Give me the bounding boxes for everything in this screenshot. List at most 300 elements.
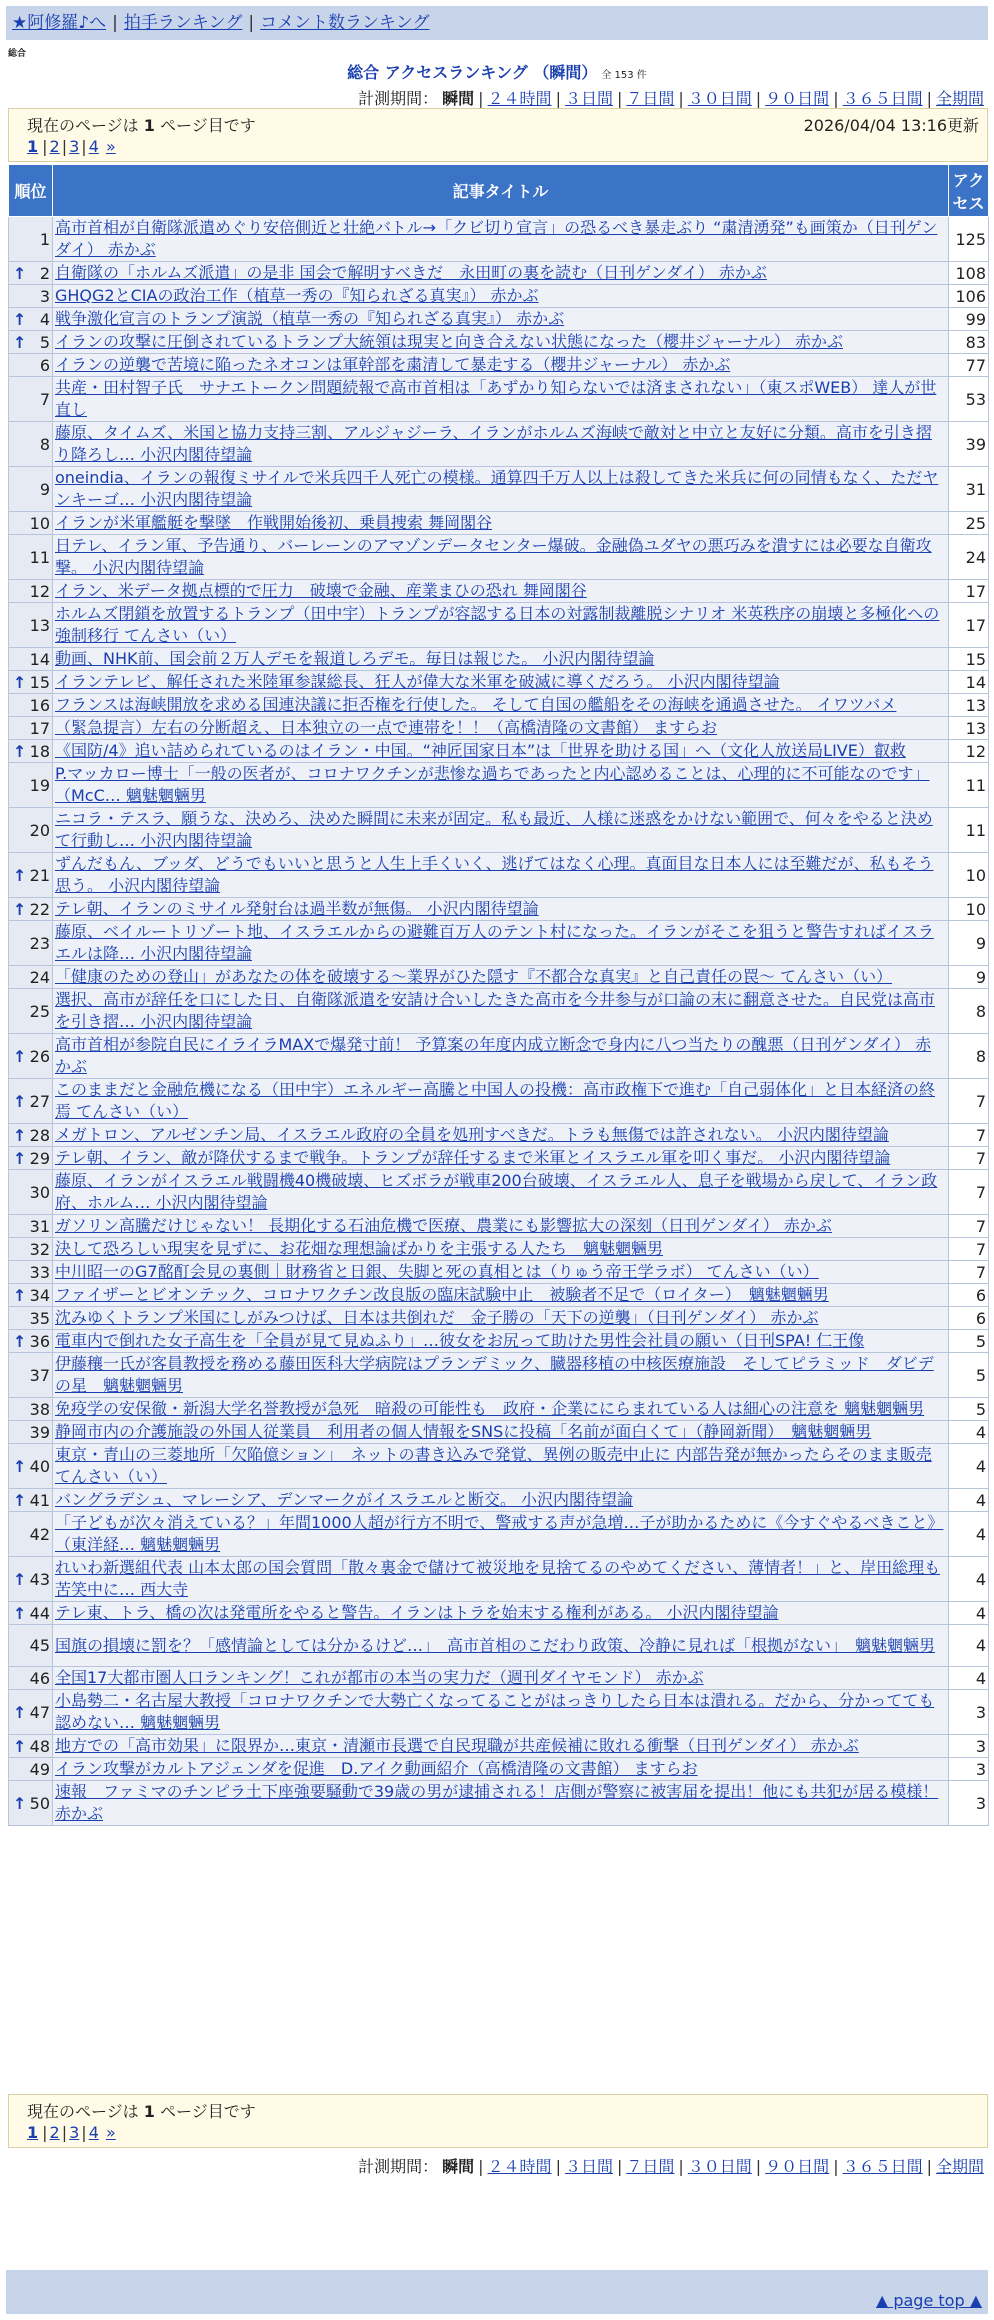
nav-separator: |: [248, 13, 255, 33]
rank-up-arrow-icon: ↑: [13, 672, 27, 692]
rank-cell: [9, 308, 53, 331]
clap-ranking-link[interactable]: 拍手ランキング: [123, 13, 243, 33]
article-title-link[interactable]: メガトロン、アルゼンチン局、イスラエル政府の全員を処刑すべきだ。トラも無傷では許されない。 小沢内閣待望論: [55, 1125, 889, 1144]
title-cell: [53, 331, 949, 354]
period-365d-link[interactable]: ３６５日間: [842, 89, 923, 108]
rank-cell: [9, 331, 53, 354]
article-title-link[interactable]: フランスは海峡開放を求める国連決議に拒否権を行使した。 そして自国の艦船をその海峡を通過させた。 イワツバメ: [55, 695, 897, 714]
rank-cell: [9, 648, 53, 671]
rank-cell: [9, 377, 53, 422]
category-tag: 総合: [8, 49, 27, 59]
article-title-link[interactable]: イラン、米データ拠点標的で圧力 破壊で金融、産業まひの恐れ 舞岡閣谷: [55, 581, 587, 600]
title-cell: [53, 1602, 949, 1625]
article-title-link[interactable]: 電車内で倒れた女子高生を「全員が見て見ぬふり」…彼女をお尻って助けた男性会社員の願い（日刊SPA! 仁王像: [55, 1331, 865, 1350]
rank-cell: [9, 285, 53, 308]
period-90d-link[interactable]: ９０日間: [765, 89, 830, 108]
title-cell: [53, 354, 949, 377]
rank-number: 17: [29, 718, 50, 738]
rank-cell: [9, 535, 53, 580]
title-cell: [53, 1625, 949, 1667]
rank-cell: [9, 808, 53, 853]
title-cell: [53, 1261, 949, 1284]
home-link[interactable]: ★阿修羅♪へ: [12, 13, 107, 33]
table-row: [9, 1758, 989, 1781]
article-title-link[interactable]: このままだと金融危機になる（田中宇）エネルギー高騰と中国人の投機：高市政権下で進む「自己弱体化」と日本経済の終焉 てんさい（い）: [55, 1080, 936, 1121]
article-title-link[interactable]: P.マッカロー博士「一般の医者が、コロナワクチンが悲惨な過ちであったと内心認めることは、心理的に不可能なのです」（McC… 魑魅魍魎男: [55, 764, 930, 805]
access-count: 39: [949, 422, 989, 467]
table-row: [9, 1034, 989, 1079]
rank-number: 25: [29, 1001, 50, 1021]
page-1-link[interactable]: 1: [27, 2123, 39, 2142]
access-count: 24: [949, 535, 989, 580]
title-cell: [53, 1079, 949, 1124]
article-title-link[interactable]: 速報 ファミマのチンピラ土下座強要騒動で39歳の男が逮捕される！店側が警察に被害届を提出！他にも共犯が居る模様！ 赤かぶ: [55, 1782, 939, 1823]
access-count: 125: [949, 217, 989, 262]
page-4-link[interactable]: 4: [88, 137, 99, 156]
rank-cell: [9, 422, 53, 467]
rank-up-arrow-icon: ↑: [13, 1793, 27, 1813]
ranking-title-row: [0, 60, 994, 83]
access-count: 7: [949, 1261, 989, 1284]
table-row: [9, 1170, 989, 1215]
rank-cell: [9, 1261, 53, 1284]
table-row: [9, 1667, 989, 1690]
access-count: 10: [949, 853, 989, 898]
title-cell: [53, 1758, 949, 1781]
total-count: 全 153 件: [601, 70, 647, 81]
article-title-link[interactable]: 「子どもが次々消えている？」年間1000人超が行方不明で、警戒する声が急増…子が助かるために《今すぐやるべきこと》（東洋経… 魑魅魍魎男: [55, 1513, 944, 1554]
title-cell: [53, 1330, 949, 1353]
access-count: 17: [949, 603, 989, 648]
table-row: [9, 1444, 989, 1489]
table-row: [9, 1284, 989, 1307]
title-cell: [53, 1690, 949, 1735]
table-row: [9, 1124, 989, 1147]
period-current: 瞬間: [442, 2157, 475, 2176]
table-row: [9, 966, 989, 989]
rank-number: 12: [29, 581, 50, 601]
period-all-link[interactable]: 全期間: [935, 2157, 984, 2176]
article-title-link[interactable]: GHQG2とCIAの政治工作（植草一秀の『知られざる真実』） 赤かぶ: [55, 286, 539, 305]
page-3-link[interactable]: 3: [69, 2123, 80, 2142]
access-count: 8: [949, 1034, 989, 1079]
period-7d-link[interactable]: ７日間: [626, 89, 675, 108]
rank-up-arrow-icon: ↑: [13, 1331, 27, 1351]
pager-bottom: 1 | 2 | 3 | 4 »: [27, 2123, 116, 2142]
rank-cell: [9, 671, 53, 694]
title-cell: [53, 648, 949, 671]
rank-up-arrow-icon: ↑: [13, 1456, 27, 1476]
article-title-link[interactable]: 免疫学の安保徹・新潟大学名誉教授が急死 暗殺の可能性も 政府・企業ににらまれている人は細心の注意を 魑魅魍魎男: [55, 1399, 925, 1418]
access-count: 13: [949, 717, 989, 740]
access-count: 17: [949, 580, 989, 603]
table-row: [9, 1261, 989, 1284]
article-title-link[interactable]: テレ東、トラ、橋の次は発電所をやると警告。イランはトラを始末する権利がある。 小沢内閣待望論: [55, 1603, 779, 1622]
article-title-link[interactable]: バングラデシュ、マレーシア、デンマークがイスラエルと断交。 小沢内閣待望論: [55, 1490, 634, 1509]
rank-number: 7: [39, 389, 50, 409]
title-cell: [53, 1215, 949, 1238]
article-title-link[interactable]: 藤原、イランがイスラエル戦闘機40機破壊、ヒズボラが戦車200台破壊、イスラエル人、息子を戦場から戻して、イラン政府、ホルム… 小沢内閣待望論: [55, 1171, 938, 1212]
period-30d-link[interactable]: ３０日間: [687, 2157, 752, 2176]
page-2-link[interactable]: 2: [49, 137, 60, 156]
table-row: [9, 603, 989, 648]
rank-number: 32: [29, 1239, 50, 1259]
rank-up-arrow-icon: ↑: [13, 332, 27, 352]
article-title-link[interactable]: 選択、高市が辞任を口にした日、自衛隊派遣を安請け合いしたきた高市を今井参与が口論の末に翻意させた。自民党は高市を引き摺… 小沢内閣待望論: [55, 990, 936, 1031]
access-count: 108: [949, 262, 989, 285]
access-count: 14: [949, 671, 989, 694]
rank-cell: [9, 1284, 53, 1307]
article-title-link[interactable]: oneindia、イランの報復ミサイルで米兵四千人死亡の模様。通算四千万人以上は殺してきた米兵に何の同情もなく、ただヤンキーゴ… 小沢内閣待望論: [55, 468, 939, 509]
title-cell: [53, 1238, 949, 1261]
article-title-link[interactable]: ファイザーとビオンテック、コロナワクチン改良版の臨床試験中止 被験者不足で（ロイター） 魑魅魍魎男: [55, 1285, 829, 1304]
rank-cell: [9, 1215, 53, 1238]
table-row: [9, 1625, 989, 1667]
rank-cell: [9, 217, 53, 262]
rank-number: 22: [29, 899, 50, 919]
article-title-link[interactable]: 高市首相が参院自民にイライラMAXで爆発寸前！ 予算案の年度内成立断念で身内に八つ当たりの醜悪（日刊ゲンダイ） 赤かぶ: [55, 1035, 932, 1076]
article-title-link[interactable]: ニコラ・テスラ、願うな、決めろ、決めた瞬間に未来が固定。私も最近、人様に迷惑をかけない範囲で、何々をやると決めて行動し… 小沢内閣待望論: [55, 809, 933, 850]
rank-cell: [9, 262, 53, 285]
title-cell: [53, 580, 949, 603]
rank-up-arrow-icon: ↑: [13, 1125, 27, 1145]
title-cell: [53, 262, 949, 285]
rank-number: 49: [29, 1759, 50, 1779]
title-cell: [53, 1307, 949, 1330]
article-title-link[interactable]: 日テレ、イラン軍、予告通り、バーレーンのアマゾンデータセンター爆破。金融偽ユダヤの悪巧みを潰すには必要な自衛攻撃。 小沢内閣待望論: [55, 536, 932, 577]
rank-up-arrow-icon: ↑: [13, 741, 27, 761]
title-cell: [53, 808, 949, 853]
comment-ranking-link[interactable]: コメント数ランキング: [260, 13, 430, 33]
rank-cell: [9, 354, 53, 377]
title-cell: [53, 308, 949, 331]
article-title-link[interactable]: 東京・青山の三菱地所「欠陥億ション」 ネットの書き込みで発覚、異例の販売中止に 内部告発が無かったらそのまま販売 てんさい（い）: [55, 1445, 932, 1486]
article-title-link[interactable]: 全国17大都市圏人口ランキング！これが都市の本当の実力だ（週刊ダイヤモンド） 赤かぶ: [55, 1668, 704, 1687]
title-cell: [53, 377, 949, 422]
article-title-link[interactable]: 小島勢二・名古屋大教授「コロナワクチンで大勢亡くなってることがはっきりしたら日本は潰れる。だから、分かってても認めない… 魑魅魍魎男: [55, 1691, 935, 1732]
title-cell: [53, 740, 949, 763]
table-row: [9, 763, 989, 808]
rank-cell: [9, 1557, 53, 1602]
rank-cell: [9, 1625, 53, 1667]
rank-cell: [9, 1170, 53, 1215]
access-count: 11: [949, 763, 989, 808]
rank-number: 48: [29, 1736, 50, 1756]
rank-up-arrow-icon: ↑: [13, 1736, 27, 1756]
rank-cell: [9, 512, 53, 535]
period-24h-link[interactable]: ２４時間: [487, 2157, 552, 2176]
rank-cell: [9, 1489, 53, 1512]
rank-up-arrow-icon: ↑: [13, 1569, 27, 1589]
access-count: 4: [949, 1444, 989, 1489]
table-row: [9, 740, 989, 763]
table-row: [9, 1602, 989, 1625]
title-cell: [53, 217, 949, 262]
pager-top: 1 | 2 | 3 | 4 »: [27, 137, 116, 156]
period-7d-link[interactable]: ７日間: [626, 2157, 675, 2176]
access-header: アクセス: [949, 165, 989, 217]
article-title-link[interactable]: イランテレビ、解任された米陸軍参謀総長、狂人が偉大な米軍を破滅に導くだろう。 小沢内閣待望論: [55, 672, 780, 691]
rank-cell: [9, 1690, 53, 1735]
title-cell: [53, 1444, 949, 1489]
rank-cell: [9, 1667, 53, 1690]
rank-cell: [9, 1147, 53, 1170]
table-row: [9, 648, 989, 671]
rank-number: 45: [29, 1636, 50, 1655]
table-row: [9, 717, 989, 740]
article-title-link[interactable]: 戦争激化宣言のトランプ演説（植草一秀の『知られざる真実』） 赤かぶ: [55, 309, 565, 328]
rank-number: 10: [29, 513, 50, 533]
access-count: 15: [949, 648, 989, 671]
article-title-link[interactable]: 藤原、ベイルートリゾート地、イスラエルからの避難百万人のテント村になった。イランがそこを狙うと警告すればイスラエルは降… 小沢内閣待望論: [55, 922, 934, 963]
article-title-link[interactable]: 動画、NHK前、国会前２万人デモを報道しろデモ。毎日は報じた。 小沢内閣待望論: [55, 649, 655, 668]
rank-cell: [9, 1330, 53, 1353]
article-title-link[interactable]: れいわ新選組代表 山本太郎の国会質問「散々裏金で儲けて被災地を見捨てるのやめてください、薄情者！」と、岸田総理も苦笑中に… 西大寺: [55, 1558, 941, 1599]
rank-number: 28: [29, 1125, 50, 1145]
rank-cell: [9, 763, 53, 808]
page-top-link[interactable]: ▲ page top ▲: [875, 2291, 982, 2310]
page-2-link[interactable]: 2: [49, 2123, 60, 2142]
title-cell: [53, 512, 949, 535]
rank-number: 41: [29, 1490, 50, 1510]
article-title-link[interactable]: 共産・田村智子氏 サナエトークン問題続報で高市首相は「あずかり知らないでは済まされない」（東スポWEB） 達人が世直し: [55, 378, 937, 419]
access-count: 4: [949, 1512, 989, 1557]
rank-number: 34: [29, 1285, 50, 1305]
rank-up-arrow-icon: ↑: [13, 1046, 27, 1066]
rank-cell: [9, 898, 53, 921]
rank-up-arrow-icon: ↑: [13, 1603, 27, 1623]
article-title-link[interactable]: イラン攻撃がカルトアジェンダを促進 D.アイク動画紹介（高橋清隆の文書館） ますらお: [55, 1759, 698, 1778]
access-count: 53: [949, 377, 989, 422]
next-page-link[interactable]: »: [105, 2123, 116, 2142]
rank-cell: [9, 603, 53, 648]
title-cell: [53, 717, 949, 740]
article-title-link[interactable]: （緊急提言）左右の分断超え、日本独立の一点で連帯を！！（高橋清隆の文書館） ますらお: [55, 718, 718, 737]
rank-cell: [9, 1602, 53, 1625]
article-title-link[interactable]: イランの攻撃に圧倒されているトランプ大統領は現実と向き合えない状態になった（櫻井ジャーナル） 赤かぶ: [55, 332, 843, 351]
table-row: [9, 285, 989, 308]
rank-cell: [9, 467, 53, 512]
rank-header: 順位: [9, 165, 53, 217]
period-all-link[interactable]: 全期間: [935, 89, 984, 108]
table-row: [9, 1781, 989, 1826]
ranking-table: [8, 164, 989, 1826]
page-1-link[interactable]: 1: [27, 137, 39, 156]
rank-number: 33: [29, 1262, 50, 1282]
article-title-link[interactable]: ずんだもん、ブッダ、どうでもいいと思うと人生上手くいく、逃げてはなく心理。真面目な日本人には至難だが、私もそう思う。 小沢内閣待望論: [55, 854, 934, 895]
page-3-link[interactable]: 3: [69, 137, 80, 156]
period-selector-bottom: 計測期間： 瞬間 | ２４時間 | ３日間 | ７日間 | ３０日間 | ９０日間 | ３６５日間 | 全期間: [358, 2157, 984, 2176]
rank-cell: [9, 717, 53, 740]
page-info-box-bottom: [8, 2094, 988, 2148]
period-30d-link[interactable]: ３０日間: [687, 89, 752, 108]
access-count: 4: [949, 1489, 989, 1512]
rank-number: 9: [39, 479, 50, 499]
table-row: [9, 422, 989, 467]
table-row: [9, 1557, 989, 1602]
article-title-link[interactable]: イランの逆襲で苦境に陥ったネオコンは軍幹部を粛清して暴走する（櫻井ジャーナル） 赤かぶ: [55, 355, 731, 374]
rank-number: 37: [29, 1365, 50, 1385]
rank-number: 27: [29, 1091, 50, 1111]
article-title-link[interactable]: 静岡市内の介護施設の外国人従業員 利用者の個人情報をSNSに投稿「名前が面白くて」（静岡新聞） 魑魅魍魎男: [55, 1422, 872, 1441]
rank-cell: [9, 921, 53, 966]
table-row: [9, 1238, 989, 1261]
rank-cell: [9, 1444, 53, 1489]
rank-cell: [9, 1398, 53, 1421]
title-cell: [53, 1353, 949, 1398]
access-count: 4: [949, 1421, 989, 1444]
title-cell: [53, 1398, 949, 1421]
rank-number: 44: [29, 1603, 50, 1623]
table-row: [9, 1353, 989, 1398]
rank-number: 24: [29, 967, 50, 987]
rank-cell: [9, 1758, 53, 1781]
period-3d-link[interactable]: ３日間: [564, 2157, 613, 2176]
rank-number: 2: [39, 263, 50, 283]
access-count: 25: [949, 512, 989, 535]
table-row: [9, 853, 989, 898]
article-title-link[interactable]: 地方での「高市効果」に限界か…東京・清瀬市長選で自民現職が共産候補に敗れる衝撃（日刊ゲンダイ） 赤かぶ: [55, 1736, 859, 1755]
rank-number: 11: [29, 547, 50, 567]
article-title-link[interactable]: 「健康のための登山」があなたの体を破壊する〜業界がひた隠す『不都合な真実』と自己責任の罠〜 てんさい（い）: [55, 967, 893, 986]
table-row: [9, 921, 989, 966]
access-count: 11: [949, 808, 989, 853]
rank-cell: [9, 1353, 53, 1398]
access-count: 77: [949, 354, 989, 377]
article-title-link[interactable]: 自衛隊の「ホルムズ派遣」の是非 国会で解明すべきだ 永田町の裏を読む（日刊ゲンダイ） 赤かぶ: [55, 263, 767, 282]
table-row: [9, 1421, 989, 1444]
rank-up-arrow-icon: ↑: [13, 1702, 27, 1722]
rank-number: 13: [29, 615, 50, 635]
rank-up-arrow-icon: ↑: [13, 309, 27, 329]
table-row: [9, 512, 989, 535]
nav-separator: |: [112, 13, 118, 33]
rank-number: 26: [29, 1046, 50, 1066]
title-cell: [53, 1421, 949, 1444]
rank-number: 16: [29, 695, 50, 715]
table-row: [9, 989, 989, 1034]
rank-number: 47: [29, 1702, 50, 1722]
title-cell: [53, 1124, 949, 1147]
article-title-link[interactable]: イランが米軍艦艇を撃墜 作戦開始後初、乗員捜索 舞岡閣谷: [55, 513, 493, 532]
table-row: [9, 580, 989, 603]
access-count: 7: [949, 1124, 989, 1147]
page-4-link[interactable]: 4: [88, 2123, 99, 2142]
table-row: [9, 377, 989, 422]
rank-number: 30: [29, 1182, 50, 1202]
rank-number: 19: [29, 775, 50, 795]
rank-up-arrow-icon: ↑: [13, 263, 27, 283]
access-count: 4: [949, 1557, 989, 1602]
rank-up-arrow-icon: ↑: [13, 1148, 27, 1168]
table-row: [9, 898, 989, 921]
article-title-link[interactable]: 決して恐ろしい現実を見ずに、お花畑な理想論ばかりを主張する人たち 魑魅魍魎男: [55, 1239, 664, 1258]
table-row: [9, 354, 989, 377]
next-page-link[interactable]: »: [105, 137, 116, 156]
title-cell: [53, 853, 949, 898]
access-count: 4: [949, 1602, 989, 1625]
period-3d-link[interactable]: ３日間: [564, 89, 613, 108]
period-selector-top: 計測期間： 瞬間 | ２４時間 | ３日間 | ７日間 | ３０日間 | ９０日間 | ３６５日間 | 全期間: [358, 89, 984, 108]
article-title-link[interactable]: 高市首相が自衛隊派遣めぐり安倍側近と壮絶バトル→「クビ切り宣言」の恐るべき暴走ぶり “粛清湧発”も画策か（日刊ゲンダイ） 赤かぶ: [55, 218, 938, 259]
rank-number: 5: [39, 332, 50, 352]
table-row: [9, 1215, 989, 1238]
table-row: [9, 467, 989, 512]
rank-number: 50: [29, 1793, 50, 1813]
period-90d-link[interactable]: ９０日間: [765, 2157, 830, 2176]
title-cell: [53, 1512, 949, 1557]
rank-number: 14: [29, 649, 50, 669]
access-count: 10: [949, 898, 989, 921]
rank-cell: [9, 580, 53, 603]
article-title-link[interactable]: 《国防/4》追い詰められているのはイラン・中国。“神匠国家日本”は「世界を助ける国」へ（文化人放送局LIVE）叡救: [55, 741, 906, 760]
rank-cell: [9, 1512, 53, 1557]
title-cell: [53, 1489, 949, 1512]
access-count: 106: [949, 285, 989, 308]
article-title-link[interactable]: 伊藤穰一氏が客員教授を務める藤田医科大学病院はプランデミック、臓器移植の中核医療施設 そしてピラミッド ダビデの星 魑魅魍魎男: [55, 1354, 934, 1395]
title-cell: [53, 763, 949, 808]
rank-number: 1: [39, 229, 50, 249]
access-count: 5: [949, 1330, 989, 1353]
updated-timestamp: 2026/04/04 13:16更新: [803, 116, 979, 135]
table-row: [9, 1330, 989, 1353]
top-nav-bar: [6, 6, 988, 40]
rank-cell: [9, 1781, 53, 1826]
page-title: 総合 アクセスランキング （瞬間）: [347, 63, 598, 82]
rank-number: 39: [29, 1422, 50, 1442]
table-row: [9, 1512, 989, 1557]
table-row: [9, 535, 989, 580]
article-title-link[interactable]: 藤原、タイムズ、米国と協力支持三割、アルジャジーラ、イランがホルムズ海峡で敵対と中立と友好に分類。高市を引き摺り降ろし… 小沢内閣待望論: [55, 423, 932, 464]
rank-cell: [9, 1421, 53, 1444]
title-cell: [53, 1667, 949, 1690]
rank-number: 38: [29, 1399, 50, 1419]
title-cell: [53, 1284, 949, 1307]
rank-up-arrow-icon: ↑: [13, 1285, 27, 1305]
article-title-link[interactable]: テレ朝、イラン、敵が降伏するまで戦争。トランプが辞任するまで米軍とイスラエル軍を叩く事だ。 小沢内閣待望論: [55, 1148, 891, 1167]
access-count: 31: [949, 467, 989, 512]
article-title-link[interactable]: 国旗の損壊に罰を？「感情論としては分かるけど…」 高市首相のこだわり政策、冷静に見れば「根拠がない」 魑魅魍魎男: [55, 1635, 936, 1655]
article-title-link[interactable]: 沈みゆくトランプ米国にしがみつけば、日本は共倒れだ 金子勝の「天下の逆襲」（日刊ゲンダイ） 赤かぶ: [55, 1308, 819, 1327]
rank-number: 40: [29, 1456, 50, 1476]
access-count: 9: [949, 921, 989, 966]
rank-cell: [9, 1238, 53, 1261]
table-row: [9, 331, 989, 354]
table-row: [9, 1735, 989, 1758]
article-title-link[interactable]: ガソリン高騰だけじゃない！ 長期化する石油危機で医療、農業にも影響拡大の深刻（日刊ゲンダイ） 赤かぶ: [55, 1216, 832, 1235]
article-title-link[interactable]: 中川昭一のG7酩酊会見の裏側｜財務省と日銀、失脚と死の真相とは（りゅう帝王学ラボ） てんさい（い）: [55, 1262, 819, 1281]
period-365d-link[interactable]: ３６５日間: [842, 2157, 923, 2176]
rank-number: 35: [29, 1308, 50, 1328]
period-current: 瞬間: [442, 89, 475, 108]
access-count: 7: [949, 1170, 989, 1215]
rank-number: 46: [29, 1668, 50, 1688]
table-row: [9, 262, 989, 285]
title-cell: [53, 603, 949, 648]
period-24h-link[interactable]: ２４時間: [487, 89, 552, 108]
access-count: 3: [949, 1690, 989, 1735]
title-cell: [53, 535, 949, 580]
rank-number: 8: [39, 434, 50, 454]
rank-cell: [9, 853, 53, 898]
rank-cell: [9, 740, 53, 763]
rank-number: 15: [29, 672, 50, 692]
access-count: 7: [949, 1079, 989, 1124]
article-title-link[interactable]: テレ朝、イランのミサイル発射台は過半数が無傷。 小沢内閣待望論: [55, 899, 539, 918]
article-title-link[interactable]: ホルムズ閉鎖を放置するトランプ（田中宇）トランプが容認する日本の対露制裁離脱シナリオ 米英秩序の崩壊と多極化への強制移行 てんさい（い）: [55, 604, 940, 645]
title-cell: [53, 966, 949, 989]
table-row: [9, 1307, 989, 1330]
